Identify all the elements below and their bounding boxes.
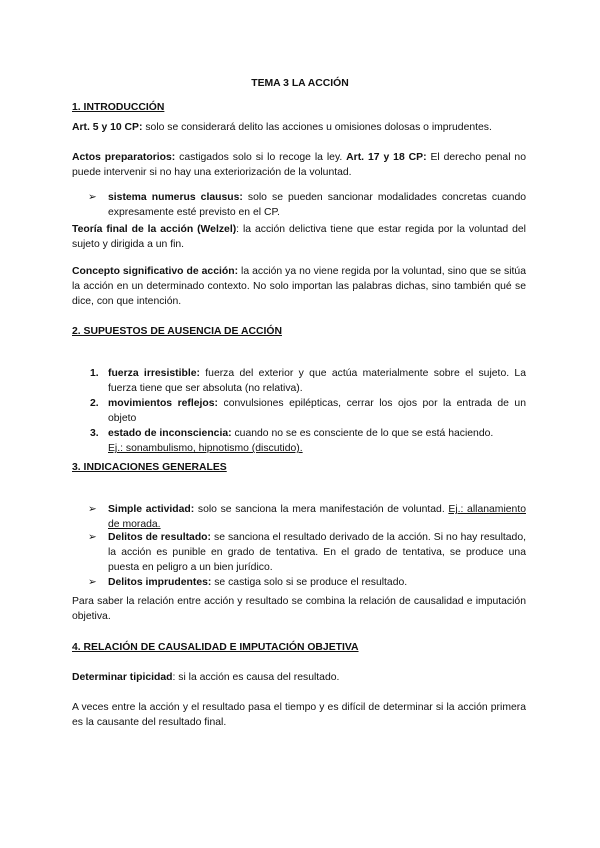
teoria-label: Teoría final de la acción (Welzel): [72, 224, 237, 235]
example-text: Ej.: sonambulismo, hipnotismo (discutido).: [108, 443, 303, 455]
art-17-18-text: El derecho penal no puede intervenir si no hay una exteriorización de la voluntad.: [72, 152, 526, 178]
section-2-heading: 2. SUPUESTOS DE AUSENCIA DE ACCIÓN: [72, 326, 282, 337]
numerus-label: sistema numerus clausus:: [108, 192, 243, 204]
list-number: 1.: [90, 368, 99, 380]
item-text: fuerza del exterior y que actúa materialmente sobre el sujeto. La fuerza tiene que ser absoluta (no relativa).: [108, 368, 526, 395]
concepto-significativo-paragraph: [72, 264, 526, 309]
simple-label: Simple actividad:: [108, 504, 195, 516]
actos-text: castigados solo si lo recoge la ley.: [175, 152, 347, 163]
imprudentes-label: Delitos imprudentes:: [108, 577, 212, 589]
teoria-text: : la acción delictiva tiene que estar regida por la voluntad del sujeto y dirigida a un fin.: [72, 224, 526, 250]
bullet-arrow-icon: ➢: [88, 504, 97, 516]
resultado-text: se sanciona el resultado derivado de la acción. Si no hay resultado, la acción es punible en grado de tentativa. En el grado de tentativa, se produce una puesta en peligro a un bien jurídico.: [108, 532, 526, 574]
item-text: convulsiones epilépticas, cerrar los ojos por la entrada de un objeto: [108, 398, 526, 425]
delitos-imprudentes-item: [88, 575, 526, 590]
art-5-10-label: Art. 5 y 10 CP:: [72, 122, 143, 133]
teoria-final-paragraph: [72, 222, 526, 252]
actos-preparatorios-paragraph: [72, 150, 526, 180]
section-1-heading: 1. INTRODUCCIÓN: [72, 102, 165, 113]
a-veces-paragraph: A veces entre la acción y el resultado pasa el tiempo y es difícil de determinar si la acción primera es la causante del resultado final.: [72, 702, 526, 728]
art-5-10-paragraph: [72, 120, 526, 135]
item-label: fuerza irresistible:: [108, 368, 200, 380]
item-label: estado de inconsciencia:: [108, 428, 232, 440]
para-saber-paragraph: Para saber la relación entre acción y resultado se combina la relación de causalidad e imputación objetiva.: [72, 596, 526, 622]
art-17-18-label: Art. 17 y 18 CP:: [346, 152, 427, 163]
tipicidad-text: : si la acción es causa del resultado.: [172, 672, 340, 683]
section-3-heading: 3. INDICACIONES GENERALES: [72, 462, 227, 473]
simple-example: Ej.: allanamiento de morada.: [108, 504, 526, 531]
item-text: cuando no se es consciente de lo que se está haciendo.: [231, 428, 494, 440]
concepto-label: Concepto significativo de acción:: [72, 266, 239, 277]
concepto-text: la acción ya no viene regida por la voluntad, sino que se sitúa la acción en un determinado contexto. No solo importan las palabras dichas, sino también qué se dice, con que intención.: [72, 266, 526, 307]
numerus-clausus-item: [88, 190, 526, 220]
art-5-10-text: solo se considerará delito las acciones u omisiones dolosas o imprudentes.: [142, 122, 492, 133]
bullet-arrow-icon: ➢: [88, 532, 97, 544]
bullet-arrow-icon: ➢: [88, 577, 97, 589]
list-number: 2.: [90, 398, 99, 410]
bullet-arrow-icon: ➢: [88, 192, 97, 204]
page-title: TEMA 3 LA ACCIÓN: [251, 78, 349, 89]
section-4-heading: 4. RELACIÓN DE CAUSALIDAD E IMPUTACIÓN OBJETIVA: [72, 642, 359, 653]
numerus-text: solo se pueden sancionar modalidades concretas cuando expresamente esté previsto en el CP.: [108, 192, 526, 219]
list-item: [90, 366, 526, 396]
actos-label: Actos preparatorios:: [72, 152, 176, 163]
tipicidad-label: Determinar tipicidad: [72, 672, 173, 683]
list-item: [90, 426, 526, 456]
list-item: [90, 396, 526, 426]
resultado-label: Delitos de resultado:: [108, 532, 211, 544]
item-label: movimientos reflejos:: [108, 398, 219, 410]
imprudentes-text: se castiga solo si se produce el resultado.: [211, 577, 408, 589]
simple-actividad-item: [88, 502, 526, 532]
list-number: 3.: [90, 428, 99, 440]
simple-text: solo se sanciona la mera manifestación de voluntad.: [194, 504, 449, 516]
tipicidad-paragraph: [72, 670, 526, 685]
delitos-resultado-item: [88, 530, 526, 575]
